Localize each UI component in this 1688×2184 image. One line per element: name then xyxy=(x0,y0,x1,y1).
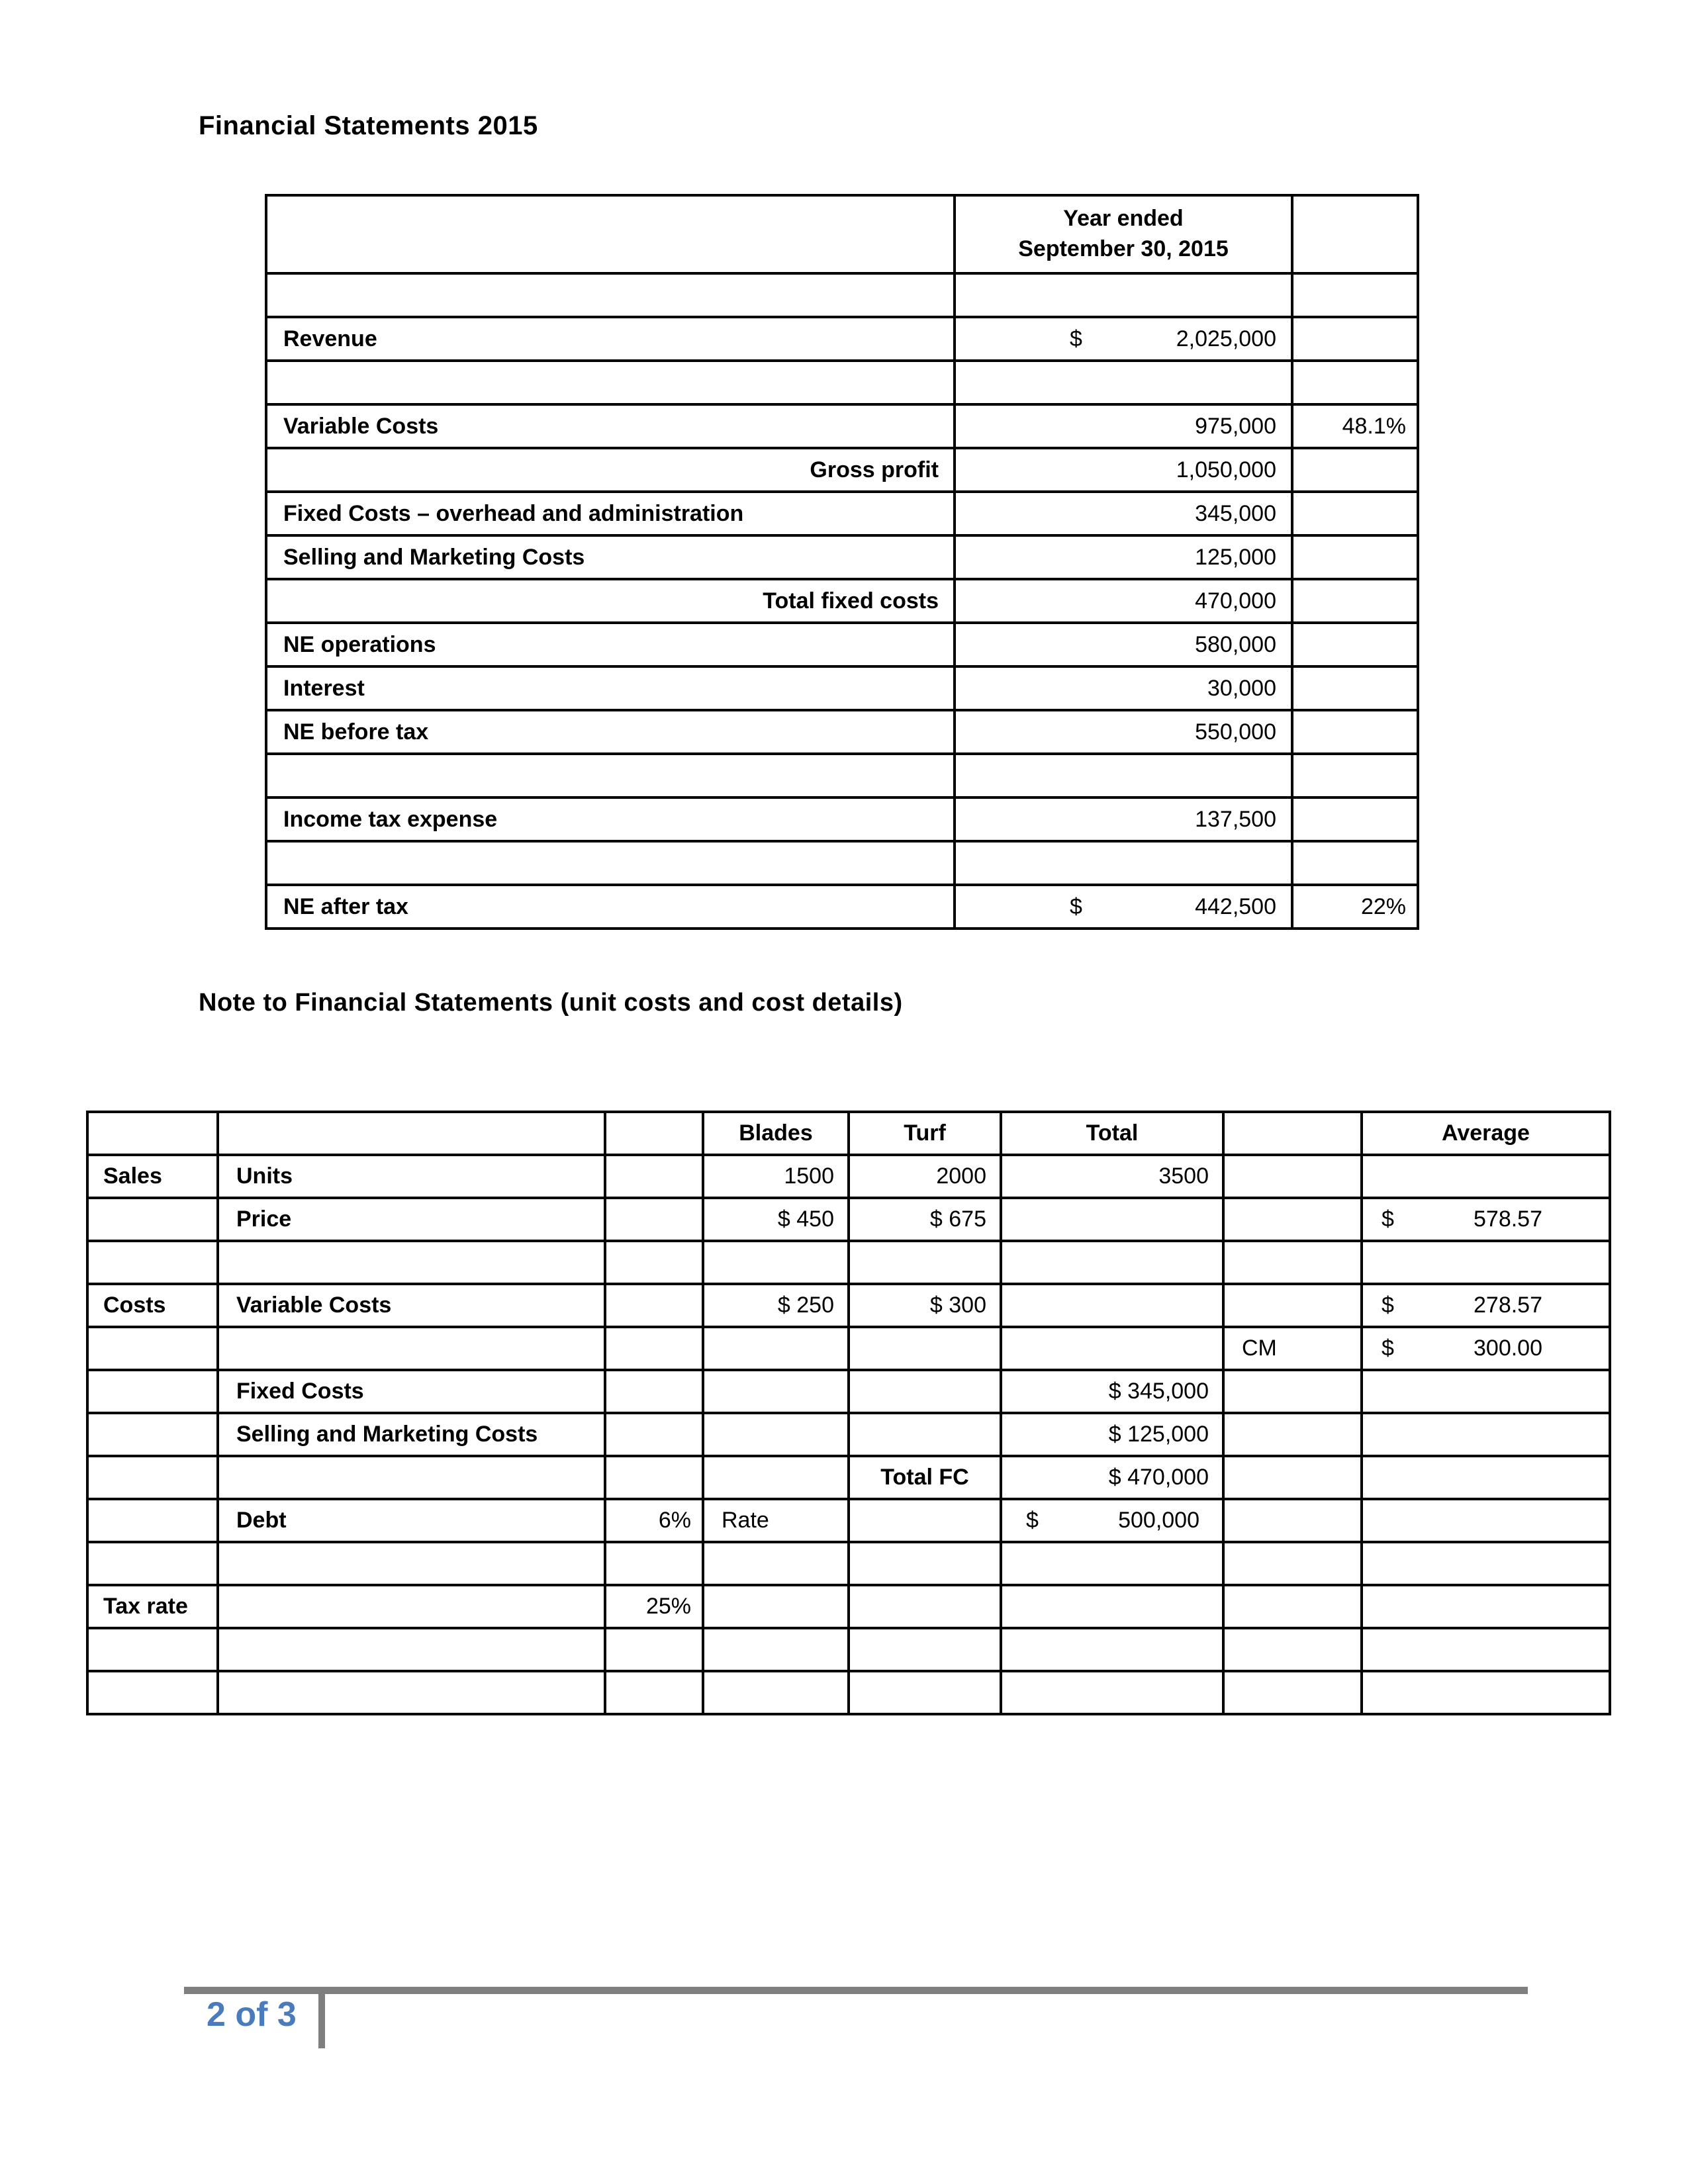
debt-label: Debt xyxy=(218,1499,605,1542)
ne-after-tax-value: 442,500 xyxy=(1195,893,1276,919)
row-ne-after-tax xyxy=(266,885,1418,929)
row-spacer xyxy=(87,1628,1610,1671)
row-selling-marketing-detail xyxy=(87,1413,1610,1456)
row-selling-marketing xyxy=(266,535,1418,579)
row-debt xyxy=(87,1499,1610,1542)
row-ne-before-tax xyxy=(266,710,1418,754)
row-price xyxy=(87,1198,1610,1241)
debt-total-cell xyxy=(1001,1499,1223,1542)
variable-costs-label: Variable Costs xyxy=(266,404,955,448)
total-fc-label: Total FC xyxy=(849,1456,1001,1499)
tax-rate-pct: 25% xyxy=(605,1585,703,1628)
ne-before-tax-label: NE before tax xyxy=(266,710,955,754)
fixed-costs-detail-label: Fixed Costs xyxy=(218,1370,605,1413)
currency-symbol: $ xyxy=(1382,1336,1394,1361)
page-title: Financial Statements 2015 xyxy=(199,111,538,140)
period-header-cell xyxy=(955,195,1292,273)
currency-symbol: $ xyxy=(1026,1508,1039,1533)
ne-operations-value: 580,000 xyxy=(955,623,1292,666)
price-label: Price xyxy=(218,1198,605,1241)
row-tax-rate xyxy=(87,1585,1610,1628)
units-turf: 2000 xyxy=(849,1155,1001,1198)
ne-after-tax-pct: 22% xyxy=(1292,885,1418,929)
footer-horizontal-rule xyxy=(184,1987,1528,1994)
variable-costs-turf: $ 300 xyxy=(849,1284,1001,1327)
cm-label: CM xyxy=(1223,1327,1362,1370)
total-fixed-costs-value: 470,000 xyxy=(955,579,1292,623)
row-revenue xyxy=(266,317,1418,361)
cell-blank xyxy=(266,195,955,273)
cm-average-cell xyxy=(1362,1327,1610,1370)
gross-profit-value: 1,050,000 xyxy=(955,448,1292,492)
row-period-header xyxy=(266,195,1418,273)
debt-rate-label: Rate xyxy=(703,1499,849,1542)
gross-profit-label: Gross profit xyxy=(266,448,955,492)
price-average: 578.57 xyxy=(1474,1206,1542,1232)
total-header: Total xyxy=(1001,1112,1223,1155)
selling-marketing-value: 125,000 xyxy=(955,535,1292,579)
turf-header: Turf xyxy=(849,1112,1001,1155)
ne-after-tax-value-cell xyxy=(955,885,1292,929)
interest-label: Interest xyxy=(266,666,955,710)
unit-variable-costs-label: Variable Costs xyxy=(218,1284,605,1327)
selling-marketing-label: Selling and Marketing Costs xyxy=(266,535,955,579)
price-blades: $ 450 xyxy=(703,1198,849,1241)
note-heading: Note to Financial Statements (unit costs and cost details) xyxy=(199,989,903,1017)
income-tax-value: 137,500 xyxy=(955,797,1292,841)
sales-group-label: Sales xyxy=(87,1155,218,1198)
row-fixed-costs-detail xyxy=(87,1370,1610,1413)
row-spacer xyxy=(266,841,1418,885)
price-turf: $ 675 xyxy=(849,1198,1001,1241)
revenue-value-cell xyxy=(955,317,1292,361)
debt-total: 500,000 xyxy=(1118,1508,1199,1533)
row-note-header xyxy=(87,1112,1610,1155)
row-spacer xyxy=(87,1241,1610,1284)
row-ne-operations xyxy=(266,623,1418,666)
row-cm xyxy=(87,1327,1610,1370)
row-spacer xyxy=(87,1671,1610,1714)
blades-header: Blades xyxy=(703,1112,849,1155)
cm-average: 300.00 xyxy=(1474,1336,1542,1361)
costs-group-label: Costs xyxy=(87,1284,218,1327)
currency-symbol: $ xyxy=(1070,893,1082,919)
debt-pct: 6% xyxy=(605,1499,703,1542)
row-interest xyxy=(266,666,1418,710)
income-statement-table xyxy=(265,194,1419,930)
ne-operations-label: NE operations xyxy=(266,623,955,666)
period-header-line1: Year ended xyxy=(1063,206,1184,232)
row-gross-profit xyxy=(266,448,1418,492)
row-units xyxy=(87,1155,1610,1198)
currency-symbol: $ xyxy=(1382,1293,1394,1318)
fixed-costs-detail-total: $ 345,000 xyxy=(1001,1370,1223,1413)
row-spacer xyxy=(266,361,1418,404)
selling-marketing-detail-label: Selling and Marketing Costs xyxy=(218,1413,605,1456)
revenue-label: Revenue xyxy=(266,317,955,361)
total-fixed-costs-label: Total fixed costs xyxy=(266,579,955,623)
income-tax-label: Income tax expense xyxy=(266,797,955,841)
row-spacer xyxy=(266,754,1418,797)
variable-costs-blades: $ 250 xyxy=(703,1284,849,1327)
ne-before-tax-value: 550,000 xyxy=(955,710,1292,754)
unit-costs-table xyxy=(86,1111,1611,1715)
ne-after-tax-label: NE after tax xyxy=(266,885,955,929)
currency-symbol: $ xyxy=(1070,326,1082,351)
row-variable-costs-units xyxy=(87,1284,1610,1327)
interest-value: 30,000 xyxy=(955,666,1292,710)
revenue-value: 2,025,000 xyxy=(1176,326,1276,351)
fixed-costs-value: 345,000 xyxy=(955,492,1292,535)
row-total-fixed-costs xyxy=(266,579,1418,623)
variable-costs-pct: 48.1% xyxy=(1292,404,1418,448)
row-fixed-costs xyxy=(266,492,1418,535)
footer-vertical-rule xyxy=(318,1987,325,2048)
price-average-cell xyxy=(1362,1198,1610,1241)
variable-costs-value: 975,000 xyxy=(955,404,1292,448)
row-spacer xyxy=(266,273,1418,317)
row-income-tax xyxy=(266,797,1418,841)
units-total: 3500 xyxy=(1001,1155,1223,1198)
row-spacer xyxy=(87,1542,1610,1585)
period-header-line2: September 30, 2015 xyxy=(1018,236,1229,261)
units-blades: 1500 xyxy=(703,1155,849,1198)
total-fc-value: $ 470,000 xyxy=(1001,1456,1223,1499)
row-variable-costs xyxy=(266,404,1418,448)
fixed-costs-label: Fixed Costs – overhead and administration xyxy=(266,492,955,535)
variable-costs-average-cell xyxy=(1362,1284,1610,1327)
cell-blank xyxy=(1292,195,1418,273)
selling-marketing-detail-total: $ 125,000 xyxy=(1001,1413,1223,1456)
footer-page-number: 2 of 3 xyxy=(207,1995,297,2034)
average-header: Average xyxy=(1362,1112,1610,1155)
units-label: Units xyxy=(218,1155,605,1198)
currency-symbol: $ xyxy=(1382,1206,1394,1232)
tax-rate-group-label: Tax rate xyxy=(87,1585,218,1628)
variable-costs-average: 278.57 xyxy=(1474,1293,1542,1318)
row-total-fc xyxy=(87,1456,1610,1499)
